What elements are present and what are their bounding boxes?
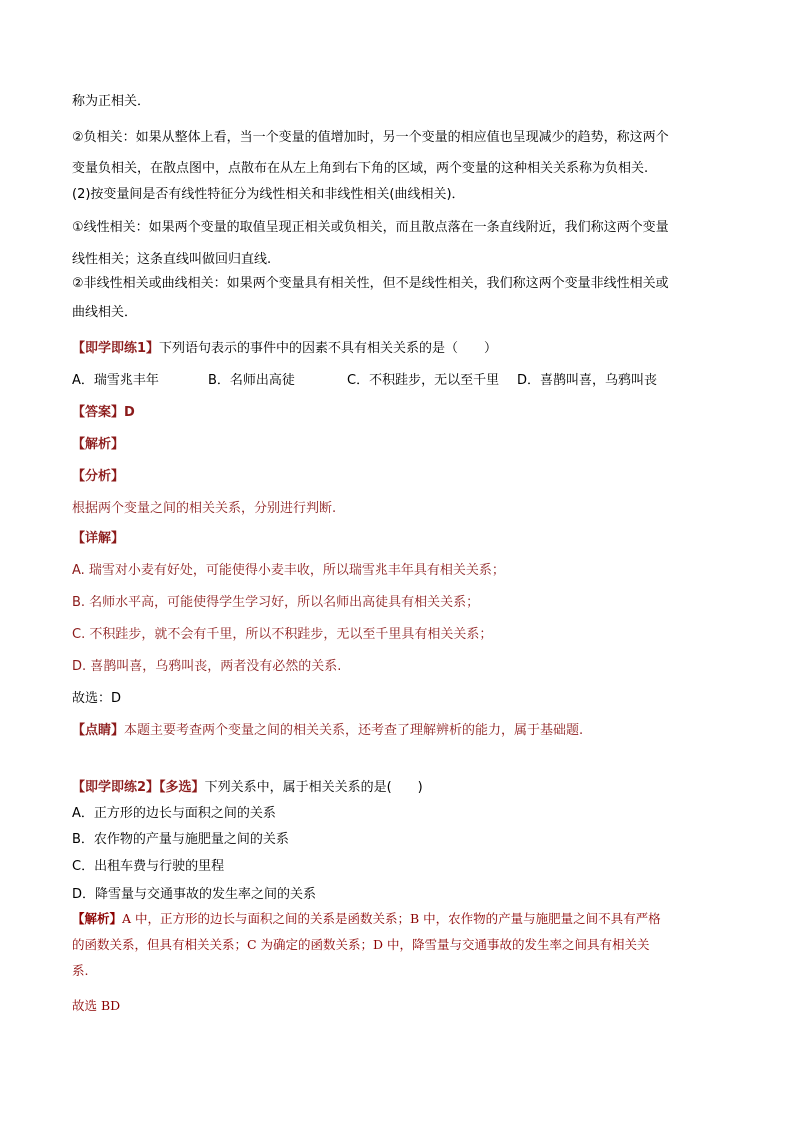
text-line: 曲线相关． [72,305,138,320]
analysis-line: 系. [72,963,89,978]
detail-d: D. 喜鹊叫喜，乌鸦叫丧，两者没有必然的关系. [72,659,342,674]
question-text: 下列关系中，属于相关关系的是( ) [204,780,423,795]
detail-tag: 【详解】 [72,531,125,546]
question-2-stem [72,779,423,797]
analysis-tag: 【解析】 [72,437,125,452]
detail-a: A. 瑞雪对小麦有好处，可能使得小麦丰收，所以瑞雪兆丰年具有相关关系； [72,563,505,578]
text-line: 变量负相关，在散点图中，点散布在从左上角到右下角的区域，两个变量的这种相关关系称为负相关. [72,161,649,176]
detail-b: B. 名师水平高，可能使得学生学习好，所以名师出高徒具有相关关系； [72,595,480,610]
option-b: B．农作物的产量与施肥量之间的关系 [72,832,289,847]
comment-line [72,722,583,740]
question-tag: 【即学即练2】 [72,780,160,795]
option-d: D．喜鹊叫喜，乌鸦叫丧 [517,373,658,388]
option-c: C．不积跬步，无以至千里 [347,373,500,388]
comment-text: 本题主要考查两个变量之间的相关关系，还考查了理解辨析的能力，属于基础题. [124,723,584,738]
text-line: ①线性相关：如果两个变量的取值呈现正相关或负相关，而且散点落在一条直线附近，我们称这两个变量 [72,220,669,235]
choose-text: 故选 BD [72,998,121,1013]
text-line: ②非线性相关或曲线相关：如果两个变量具有相关性，但不是线性相关，我们称这两个变量非线性相关或 [72,276,669,291]
detail-c: C. 不积跬步，就不会有千里，所以不积跬步，无以至千里具有相关关系； [72,627,493,642]
comment-tag: 【点睛】 [72,723,125,738]
option-a: A．瑞雪兆丰年 [72,373,159,388]
answer-tag: 【答案】D [72,405,135,420]
option-d: D．降雪量与交通事故的发生率之间的关系 [72,887,317,902]
text-line: ②负相关：如果从整体上看，当一个变量的值增加时，另一个变量的相应值也呈现减少的趋势，称这两个 [72,130,669,145]
option-a: A．正方形的边长与面积之间的关系 [72,806,276,821]
analysis-line: 的函数关系，但具有相关关系；C 为确定的函数关系；D 中，降雪量与交通事故的发生率之间具有相关关 [72,937,650,952]
analysis-line [72,910,661,928]
question-tag: 【即学即练1】 [72,341,160,356]
analysis-text: A 中，正方形的边长与面积之间的关系是函数关系；B 中，农作物的产量与施肥量之间不具有严格 [122,911,661,926]
text-line: (2)按变量间是否有线性特征分为线性相关和非线性相关(曲线相关)． [72,187,465,202]
question-text: 下列语句表示的事件中的因素不具有相关关系的是（ ） [159,341,498,356]
analysis-tag: 【解析】 [72,911,123,926]
question-1-stem [72,340,497,358]
option-b: B．名师出高徒 [208,373,295,388]
text-line: 线性相关；这条直线叫做回归直线. [72,252,272,267]
option-c: C．出租车费与行驶的里程 [72,859,225,874]
multi-choice-tag: 【多选】 [159,780,205,795]
choose-text: 故选：D [72,691,122,706]
question-1-options [72,372,657,390]
analysis-text: 根据两个变量之间的相关关系，分别进行判断. [72,501,337,516]
analysis-sub-tag: 【分析】 [72,469,125,484]
text-line: 称为正相关． [72,94,151,109]
